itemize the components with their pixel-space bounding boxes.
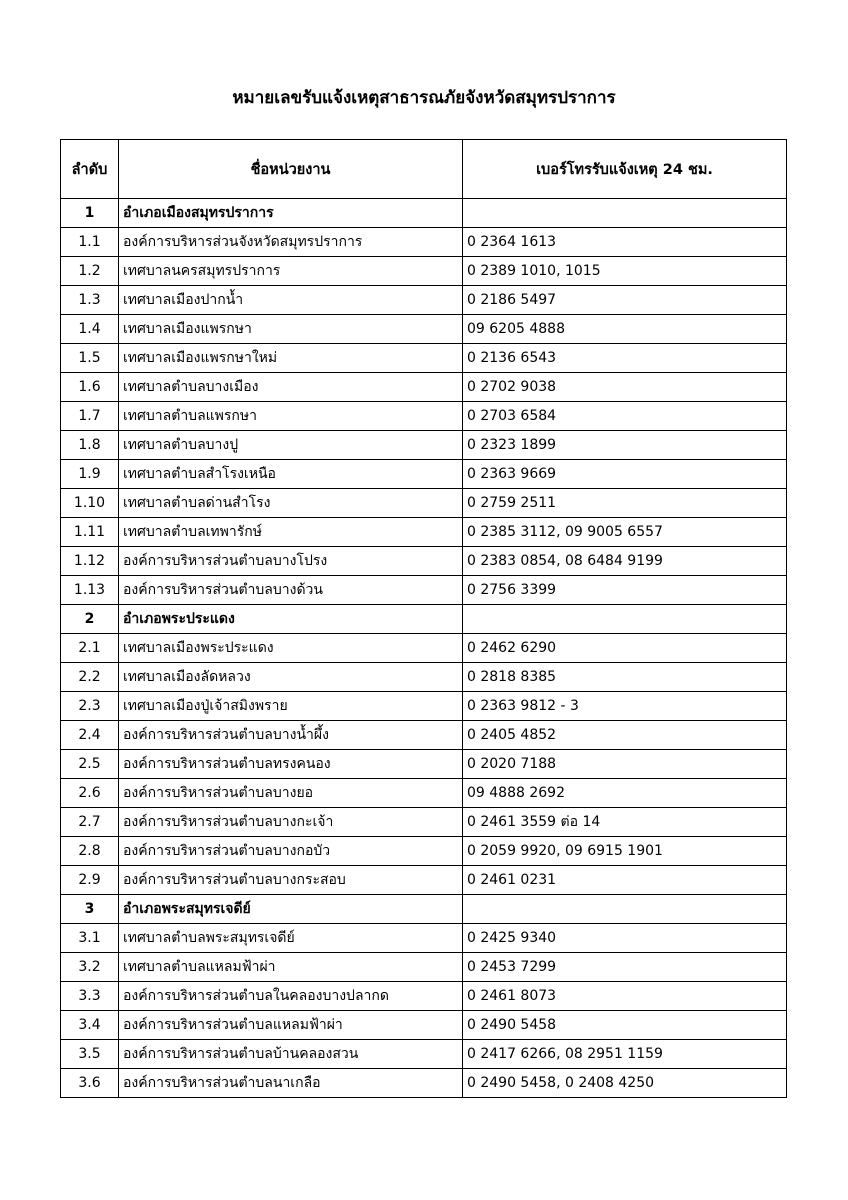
agency-name: องค์การบริหารส่วนตำบลบางกอบัว <box>119 837 463 866</box>
table-row <box>61 460 787 489</box>
hotline-number: 0 2385 3112, 09 9005 6557 <box>463 518 787 547</box>
table-row <box>61 576 787 605</box>
row-number: 2 <box>61 605 119 634</box>
hotline-number: 09 6205 4888 <box>463 315 787 344</box>
hotline-number: 0 2756 3399 <box>463 576 787 605</box>
agency-name: เทศบาลตำบลบางปู <box>119 431 463 460</box>
table-row <box>61 315 787 344</box>
table-row <box>61 1069 787 1098</box>
agency-name: องค์การบริหารส่วนตำบลนาเกลือ <box>119 1069 463 1098</box>
agency-name: เทศบาลตำบลพระสมุทรเจดีย์ <box>119 924 463 953</box>
row-number: 2.2 <box>61 663 119 692</box>
row-number: 3.6 <box>61 1069 119 1098</box>
hotline-number: 0 2453 7299 <box>463 953 787 982</box>
page-title: หมายเลขรับแจ้งเหตุสาธารณภัยจังหวัดสมุทรปราการ <box>232 88 616 108</box>
agency-name: องค์การบริหารส่วนตำบลบางยอ <box>119 779 463 808</box>
hotline-number: 0 2389 1010, 1015 <box>463 257 787 286</box>
agency-name: เทศบาลตำบลบางเมือง <box>119 373 463 402</box>
row-number: 1.8 <box>61 431 119 460</box>
row-number: 1.6 <box>61 373 119 402</box>
table-row <box>61 750 787 779</box>
row-number: 3.1 <box>61 924 119 953</box>
row-number: 1.7 <box>61 402 119 431</box>
hotline-number: 0 2461 0231 <box>463 866 787 895</box>
agency-name: เทศบาลเมืองปู่เจ้าสมิงพราย <box>119 692 463 721</box>
agency-name: องค์การบริหารส่วนตำบลแหลมฟ้าผ่า <box>119 1011 463 1040</box>
table-row <box>61 808 787 837</box>
hotline-number: 0 2461 8073 <box>463 982 787 1011</box>
hotline-number: 0 2490 5458 <box>463 1011 787 1040</box>
row-number: 1.1 <box>61 228 119 257</box>
table-row <box>61 1040 787 1069</box>
hotline-number <box>463 895 787 924</box>
table-body <box>61 199 787 1098</box>
table-row <box>61 228 787 257</box>
agency-name: เทศบาลตำบลสำโรงเหนือ <box>119 460 463 489</box>
table-header-row <box>61 140 787 199</box>
row-number: 2.1 <box>61 634 119 663</box>
agency-name: องค์การบริหารส่วนตำบลบางกระสอบ <box>119 866 463 895</box>
hotline-number: 0 2759 2511 <box>463 489 787 518</box>
table-row <box>61 431 787 460</box>
row-number: 1.3 <box>61 286 119 315</box>
table-row <box>61 344 787 373</box>
row-number: 3.3 <box>61 982 119 1011</box>
table-row <box>61 373 787 402</box>
row-number: 1.4 <box>61 315 119 344</box>
hotline-number: 0 2136 6543 <box>463 344 787 373</box>
row-number: 3 <box>61 895 119 924</box>
table-row <box>61 402 787 431</box>
row-number: 1.5 <box>61 344 119 373</box>
row-number: 2.4 <box>61 721 119 750</box>
agency-name: อำเภอพระสมุทรเจดีย์ <box>119 895 463 924</box>
header-agency-name: ชื่อหน่วยงาน <box>119 140 463 199</box>
table-row <box>61 837 787 866</box>
hotline-number: 0 2059 9920, 09 6915 1901 <box>463 837 787 866</box>
agency-name: องค์การบริหารส่วนตำบลบางกะเจ้า <box>119 808 463 837</box>
row-number: 1.2 <box>61 257 119 286</box>
header-hotline: เบอร์โทรรับแจ้งเหตุ 24 ชม. <box>463 140 787 199</box>
row-number: 2.7 <box>61 808 119 837</box>
agency-name: เทศบาลตำบลแพรกษา <box>119 402 463 431</box>
table-row <box>61 924 787 953</box>
table-row <box>61 1011 787 1040</box>
agency-name: องค์การบริหารส่วนตำบลบ้านคลองสวน <box>119 1040 463 1069</box>
hotline-number: 09 4888 2692 <box>463 779 787 808</box>
district-row <box>61 895 787 924</box>
table-row <box>61 286 787 315</box>
agency-name: เทศบาลเมืองแพรกษา <box>119 315 463 344</box>
row-number: 3.5 <box>61 1040 119 1069</box>
agency-name: อำเภอเมืองสมุทรปราการ <box>119 199 463 228</box>
table-row <box>61 692 787 721</box>
district-row <box>61 199 787 228</box>
row-number: 2.9 <box>61 866 119 895</box>
row-number: 2.5 <box>61 750 119 779</box>
row-number: 1.12 <box>61 547 119 576</box>
hotline-number <box>463 605 787 634</box>
agency-name: องค์การบริหารส่วนตำบลบางน้ำผึ้ง <box>119 721 463 750</box>
hotline-number: 0 2818 8385 <box>463 663 787 692</box>
agency-name: องค์การบริหารส่วนตำบลทรงคนอง <box>119 750 463 779</box>
agency-name: เทศบาลเมืองแพรกษาใหม่ <box>119 344 463 373</box>
table-row <box>61 779 787 808</box>
row-number: 3.4 <box>61 1011 119 1040</box>
agency-name: องค์การบริหารส่วนตำบลบางโปรง <box>119 547 463 576</box>
hotline-number: 0 2020 7188 <box>463 750 787 779</box>
agency-name: องค์การบริหารส่วนตำบลบางด้วน <box>119 576 463 605</box>
table-row <box>61 982 787 1011</box>
agency-name: เทศบาลเมืองลัดหลวง <box>119 663 463 692</box>
row-number: 2.6 <box>61 779 119 808</box>
row-number: 1.9 <box>61 460 119 489</box>
hotline-table <box>60 139 787 1098</box>
hotline-number: 0 2186 5497 <box>463 286 787 315</box>
hotline-number: 0 2364 1613 <box>463 228 787 257</box>
hotline-number: 0 2490 5458, 0 2408 4250 <box>463 1069 787 1098</box>
table-row <box>61 721 787 750</box>
table-row <box>61 953 787 982</box>
district-row <box>61 605 787 634</box>
agency-name: องค์การบริหารส่วนตำบลในคลองบางปลากด <box>119 982 463 1011</box>
hotline-number: 0 2363 9669 <box>463 460 787 489</box>
table-row <box>61 634 787 663</box>
agency-name: เทศบาลนครสมุทรปราการ <box>119 257 463 286</box>
hotline-number: 0 2703 6584 <box>463 402 787 431</box>
hotline-number: 0 2323 1899 <box>463 431 787 460</box>
hotline-number: 0 2417 6266, 08 2951 1159 <box>463 1040 787 1069</box>
hotline-number: 0 2405 4852 <box>463 721 787 750</box>
table-row <box>61 663 787 692</box>
agency-name: เทศบาลเมืองปากน้ำ <box>119 286 463 315</box>
table-row <box>61 489 787 518</box>
hotline-number: 0 2383 0854, 08 6484 9199 <box>463 547 787 576</box>
agency-name: อำเภอพระประแดง <box>119 605 463 634</box>
table-row <box>61 866 787 895</box>
header-order: ลำดับ <box>61 140 119 199</box>
agency-name: เทศบาลตำบลเทพารักษ์ <box>119 518 463 547</box>
row-number: 1.13 <box>61 576 119 605</box>
hotline-number: 0 2425 9340 <box>463 924 787 953</box>
hotline-number: 0 2702 9038 <box>463 373 787 402</box>
table-row <box>61 518 787 547</box>
row-number: 1.10 <box>61 489 119 518</box>
row-number: 2.3 <box>61 692 119 721</box>
hotline-number: 0 2462 6290 <box>463 634 787 663</box>
row-number: 2.8 <box>61 837 119 866</box>
agency-name: เทศบาลเมืองพระประแดง <box>119 634 463 663</box>
table-row <box>61 547 787 576</box>
agency-name: เทศบาลตำบลด่านสำโรง <box>119 489 463 518</box>
hotline-number: 0 2363 9812 - 3 <box>463 692 787 721</box>
agency-name: เทศบาลตำบลแหลมฟ้าผ่า <box>119 953 463 982</box>
agency-name: องค์การบริหารส่วนจังหวัดสมุทรปราการ <box>119 228 463 257</box>
row-number: 1.11 <box>61 518 119 547</box>
row-number: 3.2 <box>61 953 119 982</box>
hotline-number: 0 2461 3559 ต่อ 14 <box>463 808 787 837</box>
table-row <box>61 257 787 286</box>
row-number: 1 <box>61 199 119 228</box>
hotline-number <box>463 199 787 228</box>
